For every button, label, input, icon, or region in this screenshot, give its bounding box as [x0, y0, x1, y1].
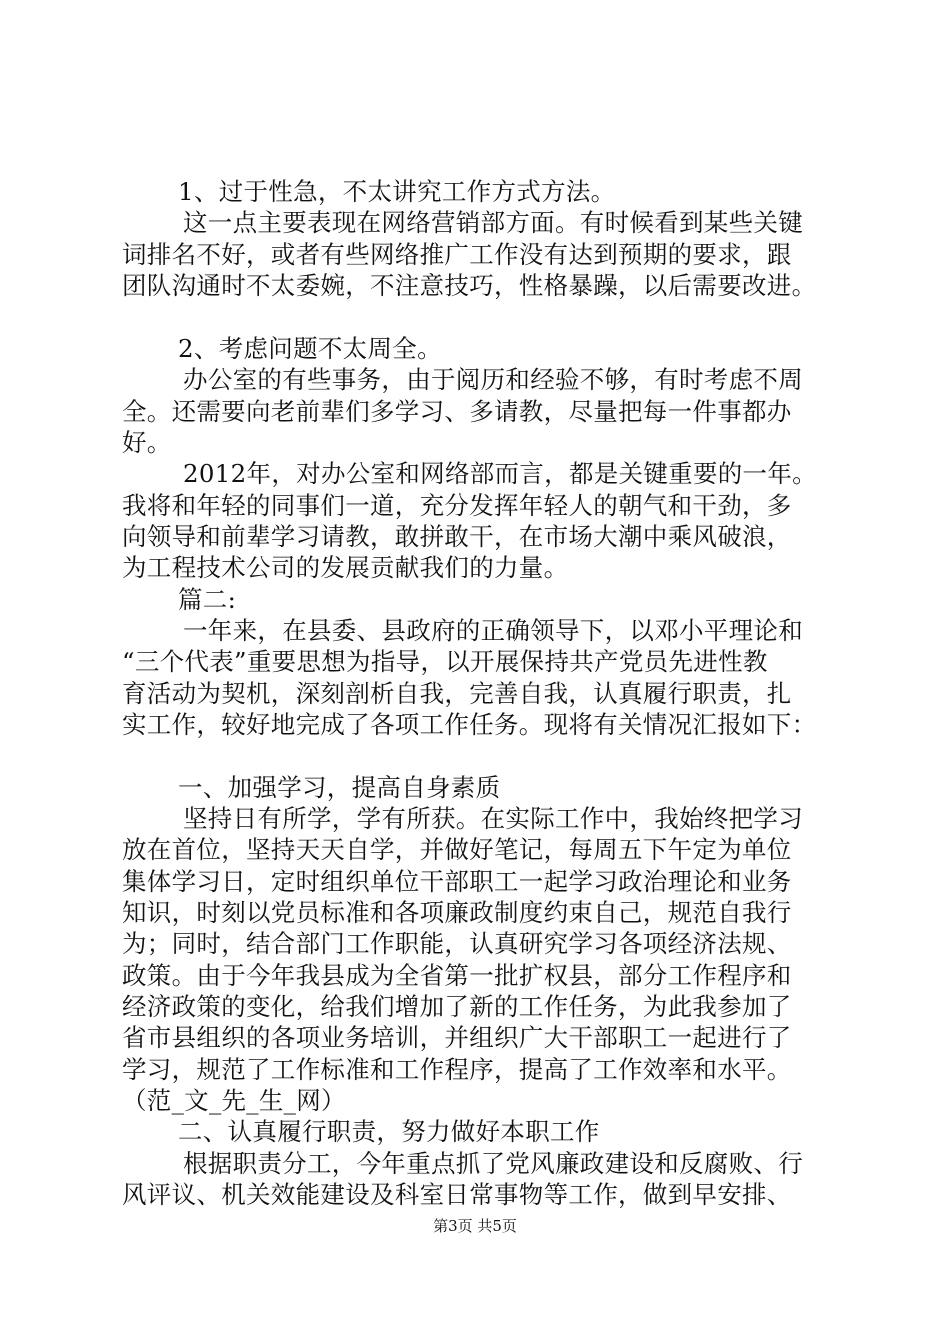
text-line: 1、过于性急，不太讲究工作方式方法。: [178, 177, 616, 206]
text-line: 经济政策的变化，给我们增加了新的工作任务，为此我参加了: [122, 992, 792, 1021]
text-line: 为；同时，结合部门工作职能，认真研究学习各项经济法规、: [122, 929, 792, 958]
section-heading: 篇二:: [178, 585, 237, 614]
text-line: 育活动为契机，深刻剖析自我，完善自我，认真履行职责，扎: [122, 679, 792, 708]
text-line: 风评议、机关效能建设及科室日常事物等工作，做到早安排、: [122, 1180, 792, 1209]
text-line: 一年来，在县委、县政府的正确领导下，以邓小平理论和: [183, 616, 803, 645]
text-line: 全。还需要向老前辈们多学习、多请教，尽量把每一件事都办: [122, 397, 792, 426]
text-line: 2、考虑问题不太周全。: [178, 334, 442, 363]
text-line: 集体学习日，定时组织单位干部职工一起学习政治理论和业务: [122, 867, 792, 896]
text-line: 省市县组织的各项业务培训，并组织广大干部职工一起进行了: [122, 1023, 792, 1052]
text-line: 这一点主要表现在网络营销部方面。有时候看到某些关键: [183, 208, 803, 237]
text-line: 实工作，较好地完成了各项工作任务。现将有关情况汇报如下：: [122, 710, 817, 739]
text-line: 团队沟通时不太委婉，不注意技巧，性格暴躁，以后需要改进。: [122, 271, 817, 300]
section-heading: 二、认真履行职责，努力做好本职工作: [178, 1117, 600, 1146]
text-line: 好。: [122, 428, 172, 457]
text-line: 坚持日有所学，学有所获。在实际工作中，我始终把学习: [183, 804, 803, 833]
text-line: 我将和年轻的同事们一道，充分发挥年轻人的朝气和干劲，多: [122, 491, 792, 520]
text-line: 放在首位，坚持天天自学，并做好笔记，每周五下午定为单位: [122, 835, 792, 864]
text-line: 学习，规范了工作标准和工作程序，提高了工作效率和水平。: [122, 1055, 792, 1084]
page-number-footer: 第3页 共5页: [433, 1217, 517, 1235]
text-line: 词排名不好，或者有些网络推广工作没有达到预期的要求，跟: [122, 240, 792, 269]
text-line: 办公室的有些事务，由于阅历和经验不够，有时考虑不周: [183, 365, 803, 394]
text-line: 知识，时刻以党员标准和各项廉政制度约束自己，规范自我行: [122, 898, 792, 927]
text-line: 根据职责分工，今年重点抓了党风廉政建设和反腐败、行: [183, 1149, 803, 1178]
text-line: 为工程技术公司的发展贡献我们的力量。: [122, 553, 569, 582]
text-line: 政策。由于今年我县成为全省第一批扩权县，部分工作程序和: [122, 961, 792, 990]
text-line: 向领导和前辈学习请教，敢拼敢干，在市场大潮中乘风破浪，: [122, 522, 792, 551]
text-line: “三个代表”重要思想为指导，以开展保持共产党员先进性教: [122, 647, 768, 676]
section-heading: 一、加强学习，提高自身素质: [178, 773, 501, 802]
text-line: 2012年，对办公室和网络部而言，都是关键重要的一年。: [183, 459, 817, 488]
watermark-text: （范_文_先_生_网）: [122, 1086, 346, 1115]
